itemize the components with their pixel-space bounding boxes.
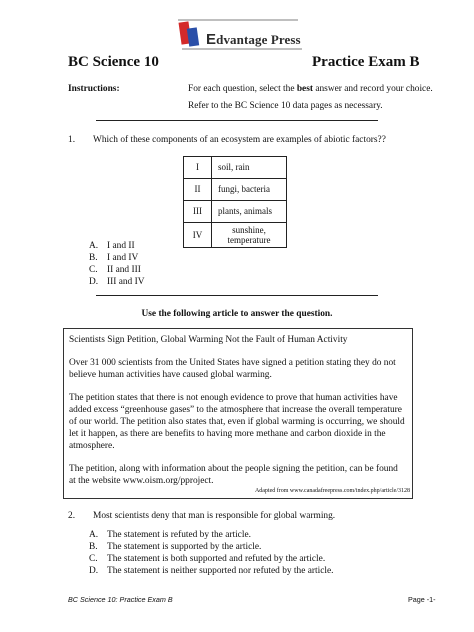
- article-heading: Use the following article to answer the question.: [141, 309, 333, 319]
- table-row: [184, 179, 287, 201]
- q2-option-c: The statement is both supported and refuted by the article.: [107, 554, 326, 564]
- instructions-text: For each question, select the best answer and record your choice.: [188, 84, 433, 94]
- table-row: [184, 201, 287, 223]
- article-text-line: The petition, along with information about the people signing the petition, can be found: [69, 464, 398, 474]
- q2-option-a-letter: A.: [89, 530, 99, 540]
- table-cell-roman: II: [184, 179, 212, 201]
- q1-option-d: III and IV: [107, 277, 145, 287]
- table-cell-desc: plants, animals: [212, 201, 287, 223]
- q2-option-b-letter: B.: [89, 542, 98, 552]
- exam-title: Practice Exam B: [312, 54, 420, 70]
- table-cell-desc: fungi, bacteria: [212, 179, 287, 201]
- q2-option-d-letter: D.: [89, 566, 99, 576]
- article-source: Adapted from www.canadafreepress.com/index.php/article/3128: [254, 488, 410, 494]
- page-title: BC Science 10: [68, 54, 159, 70]
- q1-option-d-letter: D.: [89, 277, 99, 287]
- table-cell-roman: III: [184, 201, 212, 223]
- question-1-number: 1.: [68, 135, 76, 145]
- question-2-number: 2.: [68, 511, 76, 521]
- q1-option-c-letter: C.: [89, 265, 98, 275]
- q1-option-b: I and IV: [107, 253, 139, 263]
- article-text-line: The petition states that there is not enough evidence to prove that human activities have: [69, 393, 398, 403]
- q1-option-a: I and II: [107, 241, 135, 251]
- article-text-line: let it happen, as there are benefits to having more methane and carbon dioxide in the: [69, 429, 386, 439]
- article-text-line: added excess “greenhouse gases” to the atmosphere that increase the overall temperature: [69, 405, 402, 415]
- q2-option-b: The statement is supported by the article.: [107, 542, 262, 552]
- logo-text: Edvantage Press: [206, 31, 301, 48]
- page-number: Page -1-: [408, 595, 436, 604]
- q1-option-c: II and III: [107, 265, 141, 275]
- q2-option-a: The statement is refuted by the article.: [107, 530, 251, 540]
- q2-option-c-letter: C.: [89, 554, 98, 564]
- instructions-refer: Refer to the BC Science 10 data pages as necessary.: [188, 101, 383, 111]
- table-cell-roman: IV: [184, 223, 212, 248]
- article-title: Scientists Sign Petition, Global Warming Not the Fault of Human Activity: [69, 335, 348, 345]
- article-text-line: Over 31 000 scientists from the United States have signed a petition stating they do not: [69, 358, 396, 368]
- footer-title: BC Science 10: Practice Exam B: [68, 595, 173, 604]
- question-2-text: Most scientists deny that man is responsible for global warming.: [93, 511, 336, 521]
- abiotic-factors-table: [183, 156, 287, 248]
- instructions-label: Instructions:: [68, 84, 120, 94]
- table-cell-desc: soil, rain: [212, 157, 287, 179]
- q1-option-b-letter: B.: [89, 253, 98, 263]
- table-row: [184, 157, 287, 179]
- divider: [96, 295, 378, 296]
- q1-option-a-letter: A.: [89, 241, 99, 251]
- article-text-line: atmosphere.: [69, 441, 115, 451]
- table-cell-desc: sunshine, temperature: [212, 223, 287, 248]
- question-1-text: Which of these components of an ecosystem are examples of abiotic factors??: [93, 135, 386, 145]
- table-cell-roman: I: [184, 157, 212, 179]
- table-row: [184, 223, 287, 248]
- article-text-line: believe human activities have caused global warming.: [69, 370, 272, 380]
- article-text-line: at the website www.oism.org/pproject.: [69, 476, 214, 486]
- article-text-line: of our world. The petition also states that, even if global warming is occurring, we should: [69, 417, 405, 427]
- q2-option-d: The statement is neither supported nor refuted by the article.: [107, 566, 334, 576]
- divider: [96, 120, 378, 121]
